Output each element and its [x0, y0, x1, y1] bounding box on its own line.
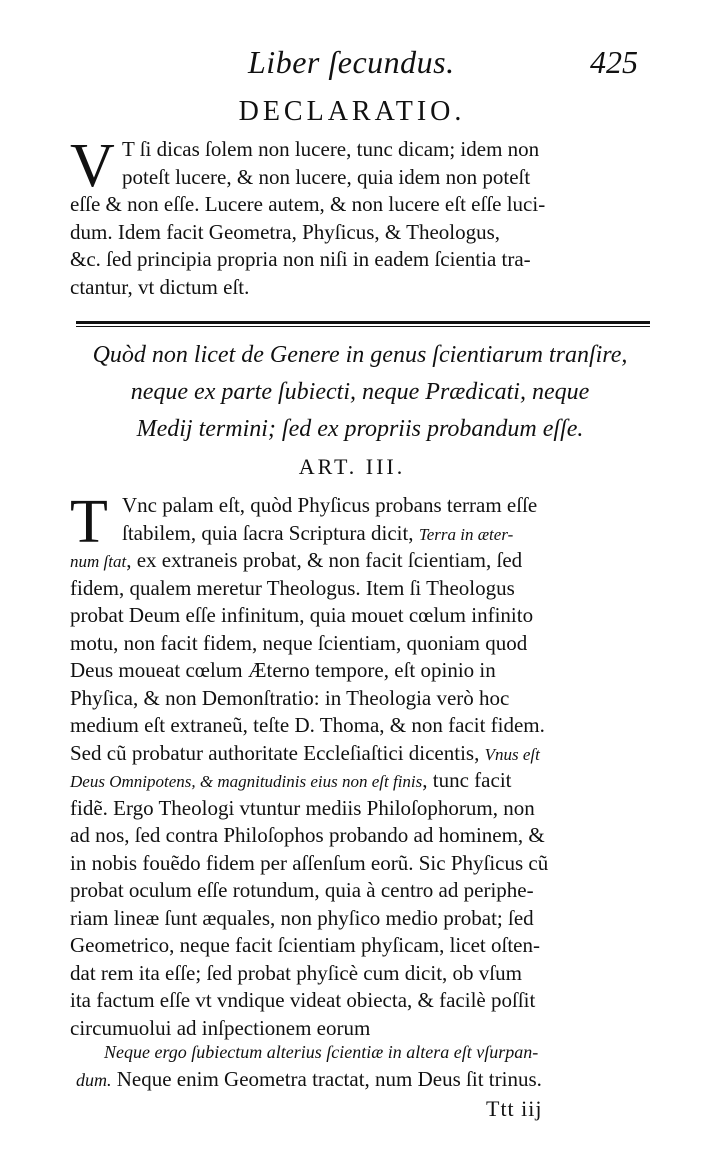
- text-line: fidẽ. Ergo Theologi vtuntur mediis Philoſophorum, non: [70, 795, 535, 820]
- text-line: ita factum eſſe vt vndique videat obiecta, & facilè poſſit: [70, 988, 536, 1012]
- text-line: poteſt lucere, & non lucere, quia idem non poteſt: [122, 164, 531, 189]
- title-line: Quòd non licet de Genere in genus ſcientiarum tranſire,: [92, 342, 628, 368]
- article-label: ART. III.: [298, 454, 406, 479]
- text-line: ſtabilem, quia ſacra Scriptura dicit, Terra in æter-: [122, 520, 514, 545]
- text-line: probat oculum eſſe rotundum, quia à centro ad periphe-: [70, 878, 534, 902]
- text-line: riam lineæ ſunt æquales, non phyſico medio probat; ſed: [70, 905, 534, 930]
- text-line: fidem, qualem meretur Theologus. Item ſi Theologus: [70, 575, 515, 600]
- drop-cap: V: [70, 132, 115, 200]
- article-title: [60, 337, 660, 448]
- text-line: Phyſica, & non Demonſtratio: in Theologia verò hoc: [70, 685, 510, 710]
- running-title: Liber ſecundus.: [248, 44, 455, 80]
- text-line: dum. Idem facit Geometra, Phyſicus, & Theologus,: [70, 219, 501, 244]
- footnote-line: dum. Neque enim Geometra tractat, num Deus ſit trinus.: [76, 1066, 542, 1091]
- signature-mark: Ttt iij: [486, 1096, 543, 1121]
- text-line: probat Deum eſſe infinitum, quia mouet cœlum infinito: [70, 603, 534, 627]
- section-heading: DECLARATIO.: [238, 96, 466, 127]
- divider-rule: [76, 321, 650, 324]
- text-line: circumuolui ad inſpectionem eorum: [70, 1015, 371, 1040]
- text-line: &c. ſed principia propria non niſi in eadem ſcientia tra-: [70, 247, 531, 271]
- text-line: ctantur, vt dictum eſt.: [70, 274, 250, 299]
- text-line: Sed cũ probatur authoritate Eccleſiaſtici dicentis, Vnus eſt: [70, 740, 540, 765]
- footnote-line: Neque ergo ſubiectum alterius ſcientiæ in altera eſt vſurpan-: [104, 1042, 539, 1062]
- text-line: T ſi dicas ſolem non lucere, tunc dicam; idem non: [122, 137, 540, 161]
- text-line: dat rem ita eſſe; ſed probat phyſicè cum dicit, ob vſum: [70, 960, 522, 985]
- text-line: num ſtat, ex extraneis probat, & non facit ſcientiam, ſed: [70, 548, 523, 572]
- text-line: Deus Omnipotens, & magnitudinis eius non eſt finis, tunc facit: [70, 768, 512, 792]
- text-line: Deus moueat cœlum Æterno tempore, eſt opinio in: [70, 658, 496, 682]
- running-head: [0, 42, 704, 90]
- page-number: 425: [590, 44, 638, 80]
- text-line: in nobis fouẽdo fidem per aſſenſum eorũ. Sic Phyſicus cũ: [70, 850, 549, 875]
- text-line: eſſe & non eſſe. Lucere autem, & non lucere eſt eſſe luci-: [70, 192, 546, 216]
- declaratio-paragraph: [70, 132, 658, 301]
- divider-rule-thin: [76, 326, 650, 327]
- title-line: neque ex parte ſubiecti, neque Prædicati, neque: [130, 379, 590, 405]
- article-paragraph: [70, 488, 658, 1042]
- text-line: Vnc palam eſt, quòd Phyſicus probans terram eſſe: [122, 493, 538, 517]
- text-line: medium eſt extraneũ, teſte D. Thoma, & non facit fidem.: [70, 713, 545, 737]
- title-line: Medij termini; ſed ex propriis probandum eſſe.: [136, 416, 584, 442]
- text-line: Geometrico, neque facit ſcientiam phyſicam, licet oſten-: [70, 933, 540, 957]
- footnote: [76, 1038, 666, 1093]
- text-line: motu, non facit fidem, neque ſcientiam, quoniam quod: [70, 630, 528, 655]
- text-line: ad nos, ſed contra Philoſophos probando ad hominem, &: [70, 823, 545, 847]
- drop-cap: T: [70, 488, 108, 556]
